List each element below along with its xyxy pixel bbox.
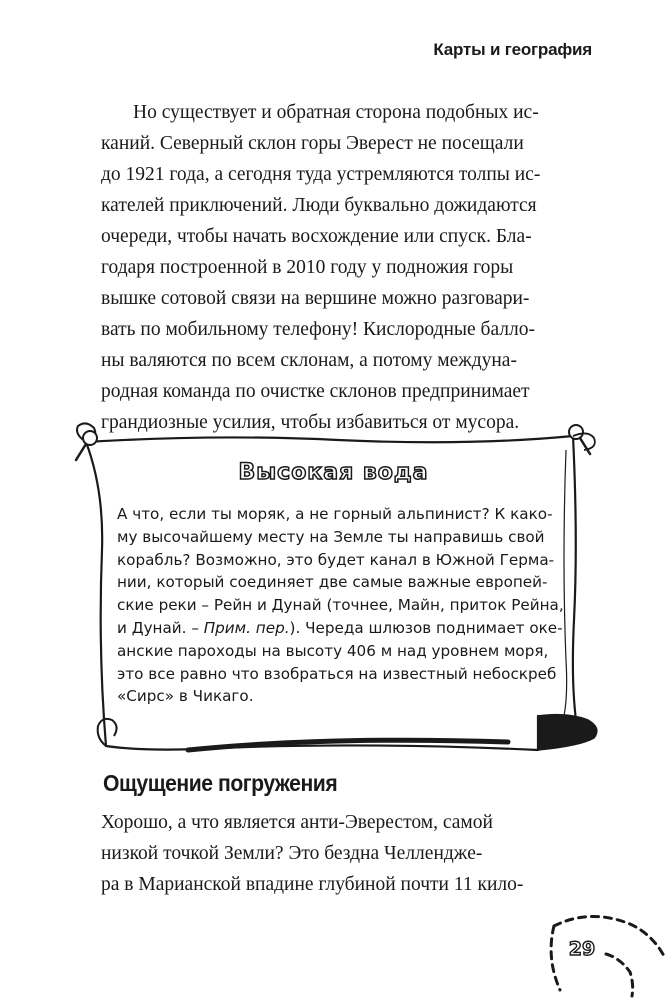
- section-heading: Ощущение погружения: [103, 770, 338, 796]
- text-line: вать по мобильному телефону! Кислородные балло-: [101, 319, 535, 340]
- note-prefix: и Дунай. –: [117, 618, 204, 637]
- text-line: до 1921 года, а сегодня туда устремляются толпы ис-: [101, 164, 541, 185]
- sidebar-line: «Сирс» в Чикаго.: [117, 687, 254, 706]
- sidebar-line: ские реки – Рейн и Дунай (точнее, Майн, приток Рейна,: [117, 596, 564, 615]
- sidebar-title: Высокая вода: [238, 460, 429, 485]
- body-paragraph: [101, 97, 591, 438]
- text-line: Хорошо, а что является анти-Эверестом, самой: [101, 812, 493, 833]
- text-line: очереди, чтобы начать восхождение или спуск. Бла-: [101, 226, 532, 247]
- text-line: грандиозные усилия, чтобы избавиться от мусора.: [101, 412, 520, 433]
- text-line: каний. Северный склон горы Эверест не посещали: [101, 133, 524, 154]
- text-line: родная команда по очистке склонов предпринимает: [101, 381, 530, 402]
- note-suffix: ). Череда шлюзов поднимает оке-: [289, 618, 563, 637]
- body-paragraph: [101, 807, 591, 900]
- text-line: ны валяются по всем склонам, а потому междуна-: [101, 350, 517, 371]
- text-line: ра в Марианской впадине глубиной почти 11 кило-: [101, 874, 524, 895]
- sidebar-line: А что, если ты моряк, а не горный альпинист? К како-: [117, 505, 553, 523]
- page-number: 29: [568, 938, 596, 960]
- text-line: низкой точкой Земли? Это бездна Челленджe-: [101, 843, 483, 864]
- sidebar-line: это все равно что взобраться на известный небоскреб: [117, 664, 557, 683]
- translator-note: Прим. пер.: [203, 618, 290, 637]
- text-line: годаря построенной в 2010 году у подножия горы: [101, 257, 514, 278]
- sidebar-line: корабль? Возможно, это будет канал в Южной Герма-: [117, 550, 555, 569]
- sidebar-text: [117, 503, 587, 708]
- text-line: кателей приключений. Люди буквально дожидаются: [101, 195, 537, 216]
- running-head: Карты и география: [433, 40, 592, 59]
- sidebar-line: му высочайшему месту на Земле ты направишь свой: [117, 527, 545, 546]
- text-line: вышке сотовой связи на вершине можно разговари-: [101, 288, 530, 309]
- sidebar-line: анские пароходы на высоту 406 м над уровнем моря,: [117, 641, 549, 660]
- text-line: Но существует и обратная сторона подобных ис-: [133, 102, 539, 123]
- sidebar-line: нии, который соединяет две самые важные европей-: [117, 573, 548, 592]
- sidebar-line-note: [117, 617, 587, 640]
